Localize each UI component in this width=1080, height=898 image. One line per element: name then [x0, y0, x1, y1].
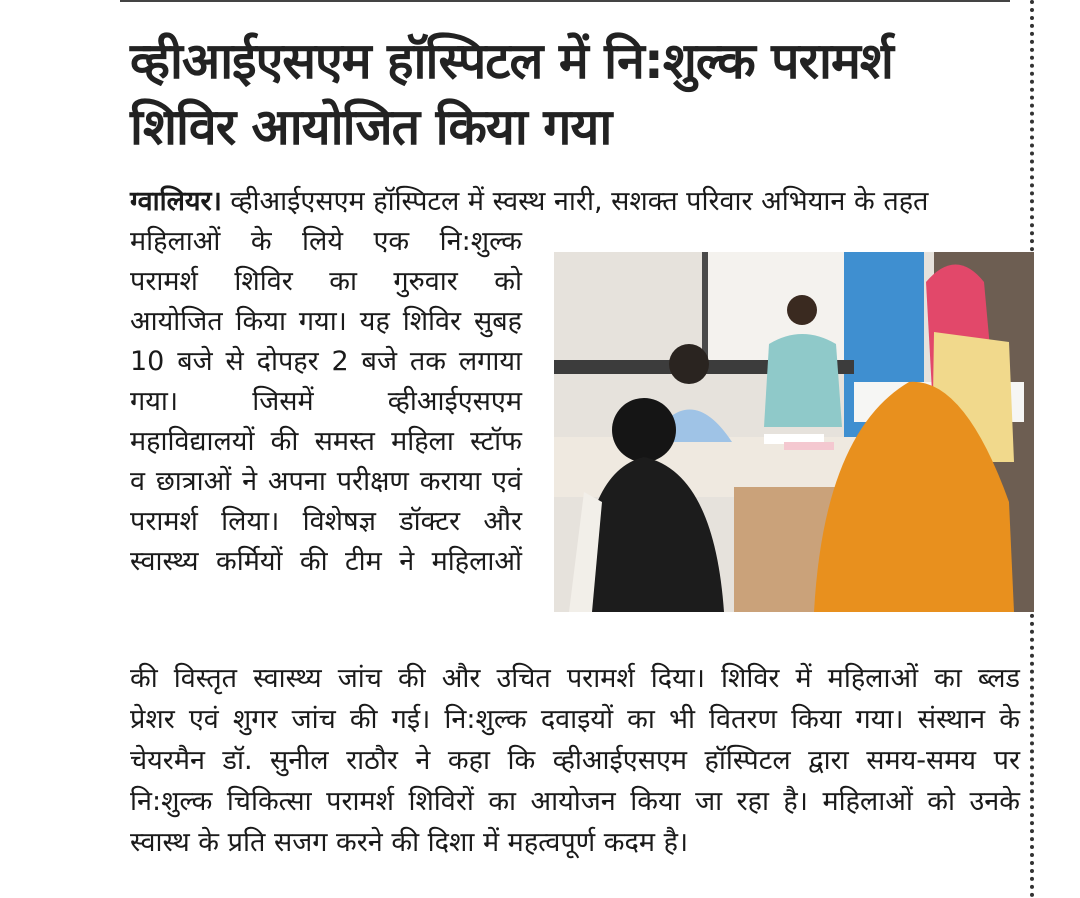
headline [130, 28, 1010, 160]
body-line: प्रेशर एवं शुगर जांच की गई। नि:शुल्क दवाइयों का भी वितरण किया गया। संस्थान के [130, 704, 1020, 735]
body-line: स्वास्थ के प्रति सजग करने की दिशा में महत्वपूर्ण कदम है। [130, 827, 689, 858]
photo-nurse-head [787, 295, 817, 325]
column-line: महिलाओं के लिये एक नि:शुल्क [130, 226, 522, 257]
column-line: परामर्श शिविर का गुरुवार को [130, 266, 522, 297]
column-line: परामर्श लिया। विशेषज्ञ डॉक्टर और [130, 506, 522, 537]
headline-line-1: व्हीआईएसएम हॉस्पिटल में नि:शुल्क परामर्श [130, 32, 893, 90]
body-line: चेयरमैन डॉ. सुनील राठौर ने कहा कि व्हीआईएसएम हॉस्पिटल द्वारा समय-समय पर [130, 745, 1020, 776]
photo-file-pink [784, 442, 834, 450]
photo-patient-head [612, 398, 676, 462]
top-rule [120, 0, 1010, 8]
lead-paragraph [130, 182, 1020, 222]
lead-text: व्हीआईएसएम हॉस्पिटल में स्वस्थ नारी, सशक्त परिवार अभियान के तहत [221, 186, 929, 217]
headline-line-2: शिविर आयोजित किया गया [130, 98, 612, 156]
body-line: नि:शुल्क चिकित्सा परामर्श शिविरों का आयोजन किया जा रहा है। महिलाओं को उनके [130, 786, 1020, 817]
column-line: महाविद्यालयों की समस्त महिला स्टॉफ [130, 426, 522, 457]
column-line: 10 बजे से दोपहर 2 बजे तक लगाया [130, 346, 522, 377]
photo-nurse-uniform [764, 334, 842, 427]
photo-doctor-head [669, 344, 709, 384]
body-line: की विस्तृत स्वास्थ्य जांच की और उचित परामर्श दिया। शिविर में महिलाओं का ब्लड [130, 663, 1020, 694]
column-line: गया। जिसमें व्हीआईएसएम [130, 386, 522, 417]
full-width-text [130, 658, 1020, 863]
column-line: व छात्राओं ने अपना परीक्षण कराया एवं [130, 466, 522, 497]
photo-illustration [554, 252, 1034, 612]
narrow-column-text [130, 222, 522, 582]
news-photo [554, 252, 1034, 612]
column-line: आयोजित किया गया। यह शिविर सुबह [130, 306, 522, 337]
dateline: ग्वालियर। [130, 186, 222, 217]
column-line: स्वास्थ्य कर्मियों की टीम ने महिलाओं [130, 546, 522, 577]
